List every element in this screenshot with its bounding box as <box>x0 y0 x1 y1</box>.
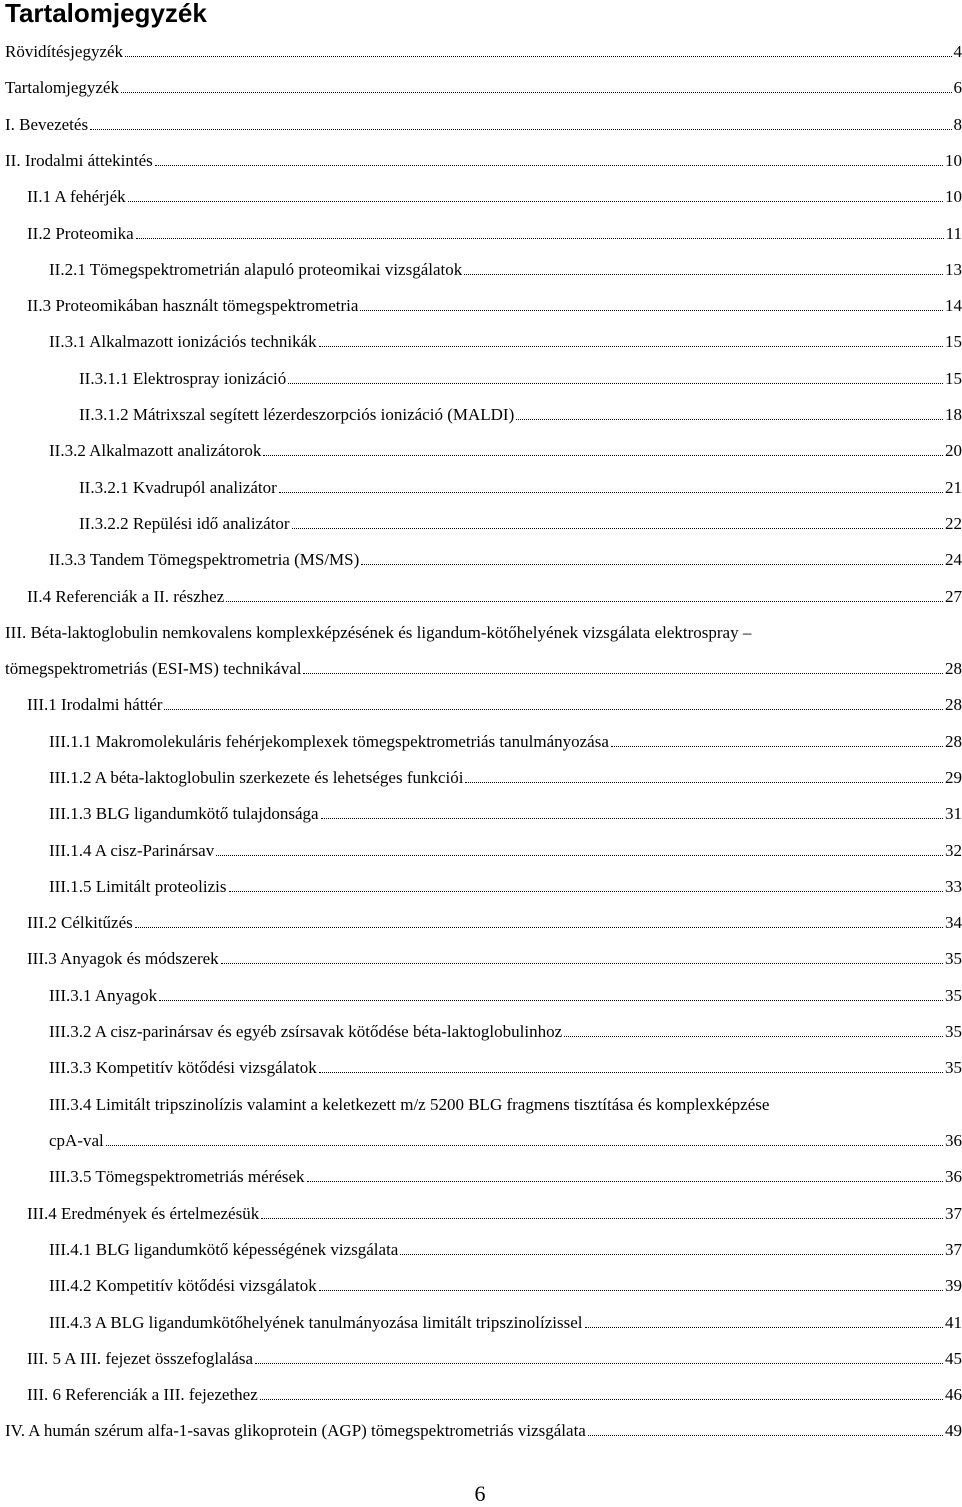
toc-entry-label: II.3.3 Tandem Tömegspektrometria (MS/MS) <box>49 550 360 569</box>
toc-entry[interactable] <box>5 1420 962 1446</box>
dot-leader <box>279 477 943 493</box>
dot-leader <box>361 549 943 565</box>
toc-entry-label: II.3.2 Alkalmazott analizátorok <box>49 441 262 460</box>
toc-entry-label: II.2 Proteomika <box>27 224 134 243</box>
dot-leader <box>288 368 943 384</box>
toc-entry-page: 45 <box>945 1349 962 1368</box>
toc-entry[interactable] <box>27 1348 962 1374</box>
toc-entry-label: III.4.3 A BLG ligandumkötőhelyének tanulmányozása limitált tripszinolízissel <box>49 1313 583 1332</box>
dot-leader <box>155 150 943 166</box>
dot-leader <box>585 1312 943 1328</box>
toc-entry[interactable] <box>49 876 962 902</box>
toc-entry-label: II. Irodalmi áttekintés <box>5 151 153 170</box>
toc-entry-page: 15 <box>945 332 962 351</box>
dot-leader <box>400 1239 943 1255</box>
toc-entry-page: 28 <box>945 659 962 678</box>
page-number: 6 <box>474 1481 486 1506</box>
toc-entry[interactable] <box>79 368 962 394</box>
toc-entry-label: III.1.1 Makromolekuláris fehérjekomplexek tömegspektrometriás tanulmányozása <box>49 732 609 751</box>
dot-leader <box>216 840 943 856</box>
toc-entry-page: 35 <box>945 1022 962 1041</box>
toc-entry[interactable] <box>27 1384 962 1410</box>
toc-entry-page: 37 <box>945 1240 962 1259</box>
toc-entry-label: II.3.1 Alkalmazott ionizációs technikák <box>49 332 317 351</box>
dot-leader <box>465 767 943 783</box>
toc-entry[interactable] <box>49 1094 962 1120</box>
dot-leader <box>221 948 943 964</box>
toc-entry-label: III.3.3 Kompetitív kötődési vizsgálatok <box>49 1058 317 1077</box>
dot-leader <box>321 803 943 819</box>
toc-entry-page: 41 <box>945 1313 962 1332</box>
toc-entry-page: 6 <box>953 78 962 97</box>
dot-leader <box>125 41 951 57</box>
toc-entry[interactable] <box>79 477 962 503</box>
toc-entry-label: III.1.2 A béta-laktoglobulin szerkezete és lehetséges funkciói <box>49 768 464 787</box>
toc-entry[interactable] <box>5 77 962 103</box>
toc-entry[interactable] <box>27 1203 962 1229</box>
dot-leader <box>516 404 943 420</box>
toc-entry[interactable] <box>5 114 962 140</box>
toc-entry-page: 11 <box>945 224 962 243</box>
toc-entry-page: 29 <box>945 768 962 787</box>
toc-entry-label: III. 5 A III. fejezet összefoglalása <box>27 1349 254 1368</box>
toc-entry[interactable] <box>27 295 962 321</box>
dot-leader <box>164 694 943 710</box>
toc-entry-page: 28 <box>945 732 962 751</box>
dot-leader <box>261 1203 943 1219</box>
toc-entry-page: 10 <box>945 187 962 206</box>
toc-entry-label: II.3.2.2 Repülési idő analizátor <box>79 514 290 533</box>
toc-entry[interactable] <box>49 767 962 793</box>
toc-entry-label: I. Bevezetés <box>5 115 89 134</box>
toc-entry-page: 4 <box>953 42 962 61</box>
toc-entry-label: III.1.3 BLG ligandumkötő tulajdonsága <box>49 804 319 823</box>
toc-entry[interactable] <box>49 803 962 829</box>
toc-entry[interactable] <box>27 586 962 612</box>
dot-leader <box>292 513 943 529</box>
dot-leader <box>307 1166 943 1182</box>
toc-entry-label: III.4 Eredmények és értelmezésük <box>27 1204 260 1223</box>
dot-leader <box>136 223 944 239</box>
toc-entry[interactable] <box>49 331 962 357</box>
toc-entry[interactable] <box>27 186 962 212</box>
toc-entry-page: 36 <box>945 1167 962 1186</box>
toc-entry[interactable] <box>27 948 962 974</box>
toc-entry-page: 35 <box>945 949 962 968</box>
toc-entry[interactable] <box>79 404 962 430</box>
dot-leader <box>226 586 943 602</box>
toc-entry-label: II.3.1.1 Elektrospray ionizáció <box>79 369 287 388</box>
toc-entry-label: III.3.4 Limitált tripszinolízis valamint a keletkezett m/z 5200 BLG fragmens tisztítása és komplexképzése <box>49 1095 770 1114</box>
toc-entry-page: 34 <box>945 913 962 932</box>
toc-entry[interactable] <box>49 1275 962 1301</box>
toc-entry-page: 46 <box>945 1385 962 1404</box>
toc-entry-page: 35 <box>945 1058 962 1077</box>
toc-entry-label: II.3.1.2 Mátrixszal segített lézerdeszorpciós ionizáció (MALDI) <box>79 405 515 424</box>
toc-entry-page: 33 <box>945 877 962 896</box>
toc-entry-page: 39 <box>945 1276 962 1295</box>
toc-entry[interactable] <box>49 731 962 757</box>
dot-leader <box>128 186 943 202</box>
toc-entry[interactable] <box>49 259 962 285</box>
toc-entry-label: tömegspektrometriás (ESI-MS) technikával <box>5 659 302 678</box>
toc-entry-page: 8 <box>953 115 962 134</box>
toc-entry-label: III.4.2 Kompetitív kötődési vizsgálatok <box>49 1276 317 1295</box>
toc-entry-label: II.3.2.1 Kvadrupól analizátor <box>79 478 277 497</box>
toc-entry-page: 37 <box>945 1204 962 1223</box>
toc-entry-page: 14 <box>945 296 962 315</box>
toc-entry[interactable] <box>27 223 962 249</box>
toc-entry-page: 32 <box>945 841 962 860</box>
toc-entry[interactable] <box>49 840 962 866</box>
dot-leader <box>260 1384 943 1400</box>
toc-entry-page: 36 <box>945 1131 962 1150</box>
toc-entry-page: 24 <box>945 550 962 569</box>
dot-leader <box>588 1420 943 1436</box>
toc-entry-page: 49 <box>945 1421 962 1440</box>
toc-entry-page: 20 <box>945 441 962 460</box>
toc-entry[interactable] <box>49 1166 962 1192</box>
dot-leader <box>121 77 952 93</box>
dot-leader <box>611 731 943 747</box>
dot-leader <box>263 440 943 456</box>
dot-leader <box>106 1130 943 1146</box>
toc-entry-label: Tartalomjegyzék <box>5 78 119 97</box>
dot-leader <box>229 876 943 892</box>
toc-entry-label: III.3 Anyagok és módszerek <box>27 949 219 968</box>
toc-entry-label: II.2.1 Tömegspektrometrián alapuló proteomikai vizsgálatok <box>49 260 463 279</box>
toc-entry[interactable] <box>5 150 962 176</box>
toc-entry[interactable] <box>5 41 962 67</box>
dot-leader <box>564 1021 943 1037</box>
toc-entry-page: 28 <box>945 695 962 714</box>
toc-entry-label: III.1.5 Limitált proteolizis <box>49 877 227 896</box>
toc-entry[interactable] <box>49 1130 962 1156</box>
toc-entry-page: 10 <box>945 151 962 170</box>
dot-leader <box>319 331 943 347</box>
toc-entry-label: II.3 Proteomikában használt tömegspektrometria <box>27 296 359 315</box>
toc-entry-label: III.3.2 A cisz-parinársav és egyéb zsírsavak kötődése béta-laktoglobulinhoz <box>49 1022 563 1041</box>
dot-leader <box>303 658 943 674</box>
dot-leader <box>360 295 943 311</box>
toc-entry-page: 22 <box>945 514 962 533</box>
toc-entry-label: cpA-val <box>49 1131 104 1150</box>
toc-entry-label: II.4 Referenciák a II. részhez <box>27 587 225 606</box>
toc-entry[interactable] <box>49 1312 962 1338</box>
toc-entry-label: III.3.5 Tömegspektrometriás mérések <box>49 1167 305 1186</box>
toc-entry[interactable] <box>5 658 962 684</box>
dot-leader <box>90 114 951 130</box>
toc-entry-label: III. 6 Referenciák a III. fejezethez <box>27 1385 258 1404</box>
toc-entry[interactable] <box>49 985 962 1011</box>
toc-heading: Tartalomjegyzék <box>5 0 207 28</box>
toc-entry[interactable] <box>49 1021 962 1047</box>
dot-leader <box>319 1275 943 1291</box>
toc-entry-page: 18 <box>945 405 962 424</box>
dot-leader <box>135 912 943 928</box>
toc-entry-page: 27 <box>945 587 962 606</box>
toc-entry[interactable] <box>49 440 962 466</box>
toc-entry[interactable] <box>27 912 962 938</box>
toc-entry-label: III.2 Célkitűzés <box>27 913 133 932</box>
toc-entry-page: 35 <box>945 986 962 1005</box>
toc-entry-label: III.3.1 Anyagok <box>49 986 158 1005</box>
dot-leader <box>255 1348 943 1364</box>
toc-entry-page: 21 <box>945 478 962 497</box>
toc-entry[interactable] <box>5 622 962 648</box>
toc-entry[interactable] <box>49 1057 962 1083</box>
toc-entry-label: III.4.1 BLG ligandumkötő képességének vizsgálata <box>49 1240 399 1259</box>
toc-entry-label: III.1.4 A cisz-Parinársav <box>49 841 215 860</box>
toc-entry-label: II.1 A fehérjék <box>27 187 126 206</box>
toc-entry-label: III.1 Irodalmi háttér <box>27 695 163 714</box>
toc-entry-page: 13 <box>945 260 962 279</box>
toc-entry-page: 31 <box>945 804 962 823</box>
toc-entry[interactable] <box>49 549 962 575</box>
toc-entry-page: 15 <box>945 369 962 388</box>
toc-entry-label: Rövidítésjegyzék <box>5 42 124 61</box>
toc-entry-label: IV. A humán szérum alfa-1-savas glikoprotein (AGP) tömegspektrometriás vizsgálata <box>5 1421 586 1440</box>
dot-leader <box>319 1057 943 1073</box>
toc-entry[interactable] <box>27 694 962 720</box>
dot-leader <box>464 259 943 275</box>
toc-entry[interactable] <box>79 513 962 539</box>
toc-entry-label: III. Béta-laktoglobulin nemkovalens komplexképzésének és ligandum-kötőhelyének vizsgálata elektrospray – <box>5 623 752 642</box>
dot-leader <box>159 985 943 1001</box>
toc-entry[interactable] <box>49 1239 962 1265</box>
